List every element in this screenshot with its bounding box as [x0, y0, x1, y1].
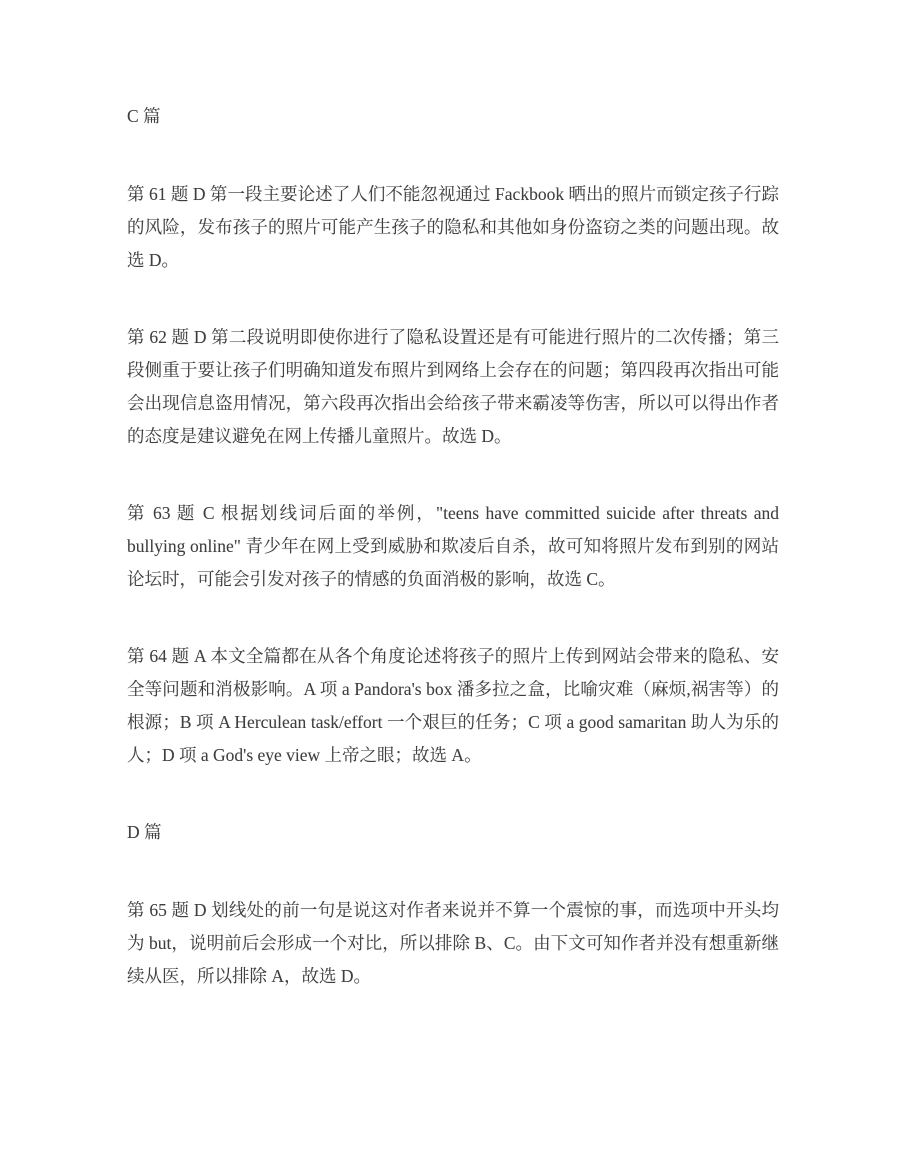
answer-explanation-63: 第 63 题 C 根据划线词后面的举例，"teens have committed suicide after threats and bullying online" 青少年在网上受到威胁和欺凌后自杀，故可知将照片发布到别的网站论坛时，可能会引发对孩子的情感的负面消极的影响，故选 C。 — [127, 503, 779, 589]
section-heading-d: D 篇 — [127, 822, 162, 842]
answer-explanation-64: 第 64 题 A 本文全篇都在从各个角度论述将孩子的照片上传到网站会带来的隐私、安全等问题和消极影响。A 项 a Pandora's box 潘多拉之盒，比喻灾难（麻烦,祸害等）的根源；B 项 A Herculean task/effort 一个艰巨的任务；C 项 a good samaritan 助人为乐的人；D 项 a God's eye view 上帝之眼；故选 A。 — [127, 646, 779, 765]
answer-explanation-62: 第 62 题 D 第二段说明即使你进行了隐私设置还是有可能进行照片的二次传播；第三段侧重于要让孩子们明确知道发布照片到网络上会存在的问题；第四段再次指出可能会出现信息盗用情况，第六段再次指出会给孩子带来霸凌等伤害，所以可以得出作者的态度是建议避免在网上传播儿童照片。故选 D。 — [127, 327, 779, 446]
section-heading-c: C 篇 — [127, 106, 161, 126]
answer-explanation-61: 第 61 题 D 第一段主要论述了人们不能忽视通过 Fackbook 晒出的照片而锁定孩子行踪的风险，发布孩子的照片可能产生孩子的隐私和其他如身份盗窃之类的问题出现。故选 D。 — [127, 184, 779, 270]
answer-explanation-65: 第 65 题 D 划线处的前一句是说这对作者来说并不算一个震惊的事，而选项中开头均为 but，说明前后会形成一个对比，所以排除 B、C。由下文可知作者并没有想重新继续从医，所以排除 A，故选 D。 — [127, 900, 779, 986]
